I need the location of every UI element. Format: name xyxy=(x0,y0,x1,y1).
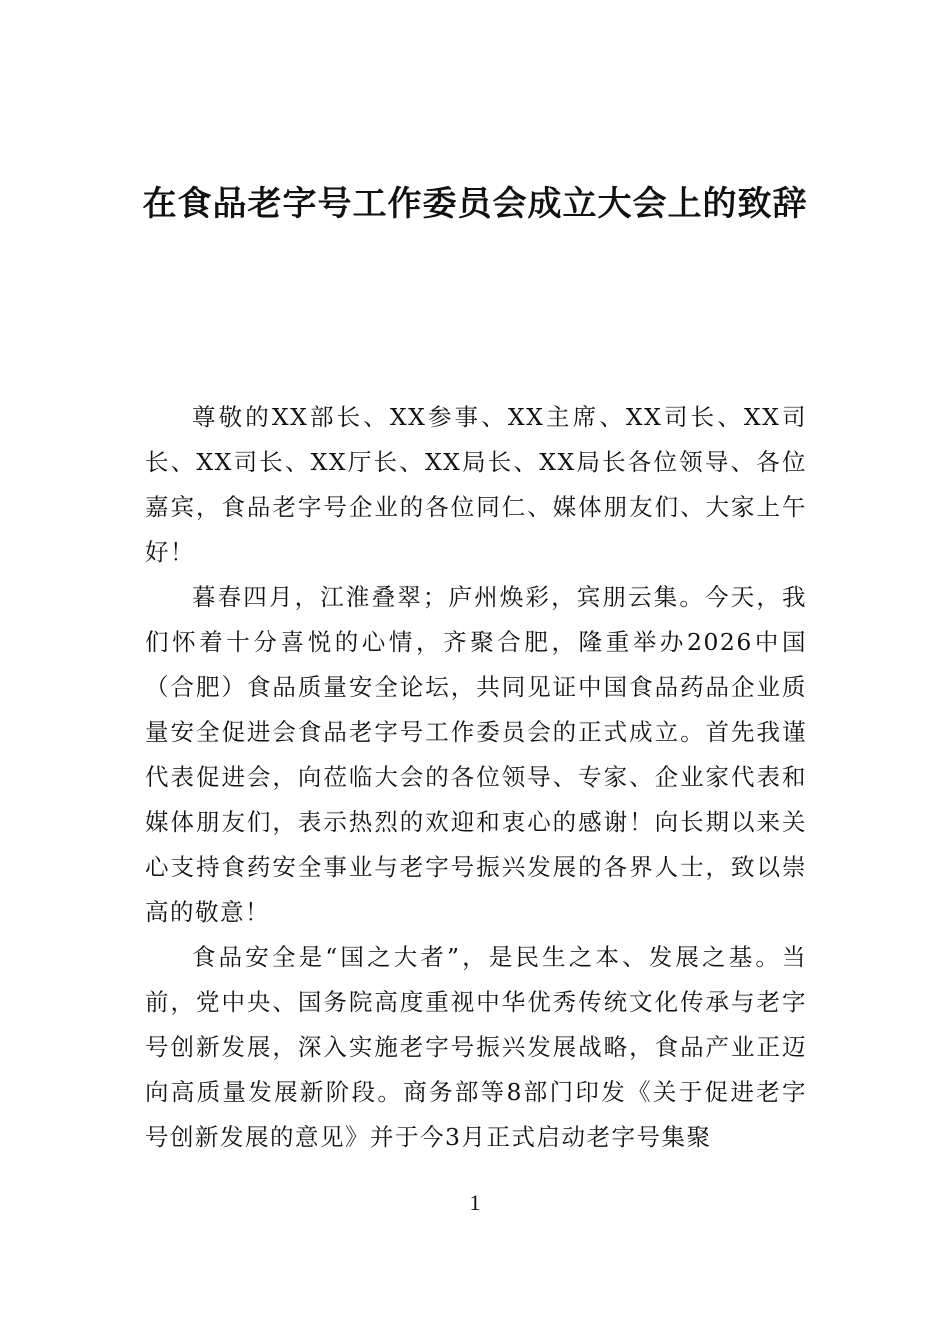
page-number: 1 xyxy=(469,1190,481,1215)
document-title: 在食品老字号工作委员会成立大会上的致辞 xyxy=(142,184,808,224)
document-body xyxy=(145,395,807,1160)
paragraph-food-safety: 食品安全是“国之大者”，是民生之本、发展之基。当前，党中央、国务院高度重视中华优秀传统文化传承与老字号创新发展，深入实施老字号振兴发展战略，食品产业正迈向高质量发展新阶段。商务部等8部门印发《关于促进老字号创新发展的意见》并于今3月正式启动老字号集聚 xyxy=(145,943,807,1151)
paragraph-opening: 暮春四月，江淮叠翠；庐州焕彩，宾朋云集。今天，我们怀着十分喜悦的心情，齐聚合肥，隆重举办2026中国（合肥）食品质量安全论坛，共同见证中国食品药品企业质量安全促进会食品老字号工作委员会的正式成立。首先我谨代表促进会，向莅临大会的各位领导、专家、企业家代表和媒体朋友们，表示热烈的欢迎和衷心的感谢！向长期以来关心支持食药安全事业与老字号振兴发展的各界人士，致以崇高的敬意！ xyxy=(145,583,807,926)
paragraph-greeting: 尊敬的XX部长、XX参事、XX主席、XX司长、XX司长、XX司长、XX厅长、XX局长、XX局长各位领导、各位嘉宾，食品老字号企业的各位同仁、媒体朋友们、大家上午好！ xyxy=(145,403,807,566)
